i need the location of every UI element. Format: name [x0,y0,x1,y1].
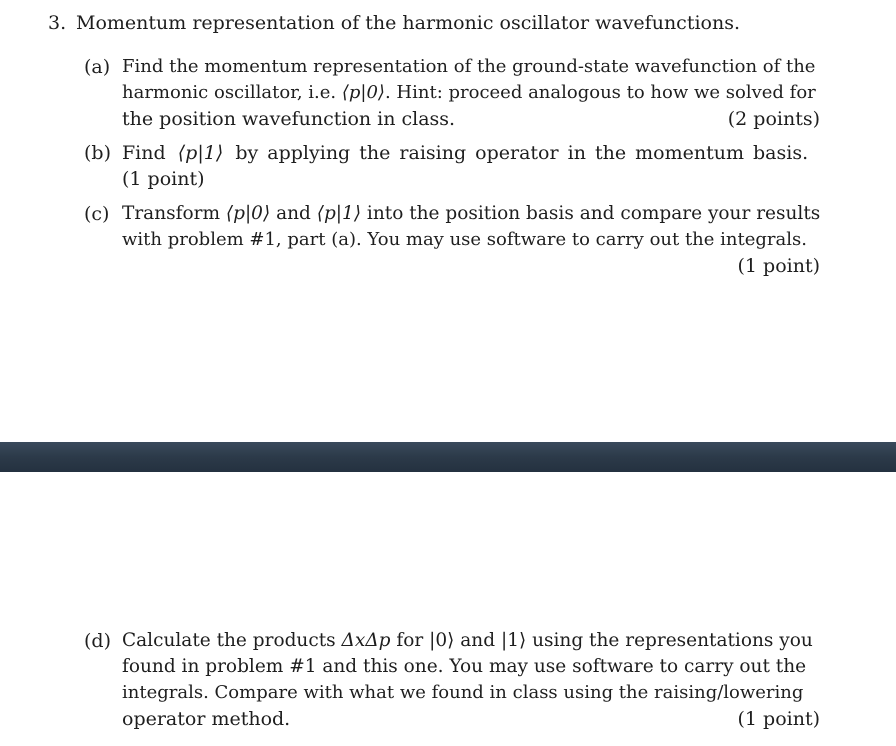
part-d-points: (1 point) [737,708,820,730]
math-bra-p-ket-1-c: ⟨p|1⟩ [316,203,362,224]
problem-title [48,10,740,36]
math-delta-x-delta-p: ΔxΔp [341,630,391,651]
part-b-points: (1 point) [122,168,205,190]
part-a-line-1: Find the momentum representation of the ground-state wavefunction of the [122,56,816,77]
part-d-line-1-post: using the representations you [532,630,813,651]
problem-number: 3. [48,12,67,34]
math-bra-p-ket-0: ⟨p|0⟩ [341,82,385,103]
part-d-line-4 [122,706,820,732]
math-ket-1: |1⟩ [500,630,527,651]
part-c-line-1-mid: and [276,203,311,224]
math-bra-p-ket-1: ⟨p|1⟩ [177,142,224,164]
part-a-points: (2 points) [727,108,820,130]
part-b-line-1-pre: Find [122,142,166,164]
part-a-line-2 [122,80,820,106]
part-d-line-1-mid: for [396,630,424,651]
math-ket-0: |0⟩ [429,630,455,651]
part-d-label: (d) [84,630,111,652]
part-c-label: (c) [84,203,110,225]
part-c-points: (1 point) [737,255,820,277]
part-b-label: (b) [84,142,111,164]
part-b-line-1 [122,140,820,166]
part-d-line-1 [122,628,820,654]
part-a-line-2-post: . Hint: proceed analogous to how we solved for [384,82,816,103]
part-c-line-2: with problem #1, part (a). You may use software to carry out the integrals. [122,229,807,250]
problem-title-text: Momentum representation of the harmonic oscillator wavefunctions. [76,12,740,34]
part-a-line-2-pre: harmonic oscillator, i.e. [122,82,337,103]
part-c-line-1 [122,201,820,227]
part-d-line-4-text: operator method. [122,708,291,730]
part-a [84,54,820,132]
part-b [84,140,820,192]
part-a-line-3 [122,106,820,132]
part-c-line-1-post: into the position basis and compare your results [366,203,821,224]
part-d-line-2: found in problem #1 and this one. You may use software to carry out the [122,656,807,677]
math-bra-p-ket-0-c: ⟨p|0⟩ [225,203,271,224]
part-a-line-3-text: the position wavefunction in class. [122,108,456,130]
part-d-line-3: integrals. Compare with what we found in class using the raising/lowering [122,682,804,703]
part-d-line-1-pre: Calculate the products [122,630,336,651]
part-d-line-1-and: and [460,630,496,651]
page-divider [0,442,896,472]
part-d [84,628,820,732]
document-page-bottom [0,472,896,746]
part-c-line-1-pre: Transform [122,203,220,224]
part-a-label: (a) [84,56,111,78]
part-b-line-1-post: by applying the raising operator in the momentum basis. [235,142,809,164]
part-c [84,201,820,279]
